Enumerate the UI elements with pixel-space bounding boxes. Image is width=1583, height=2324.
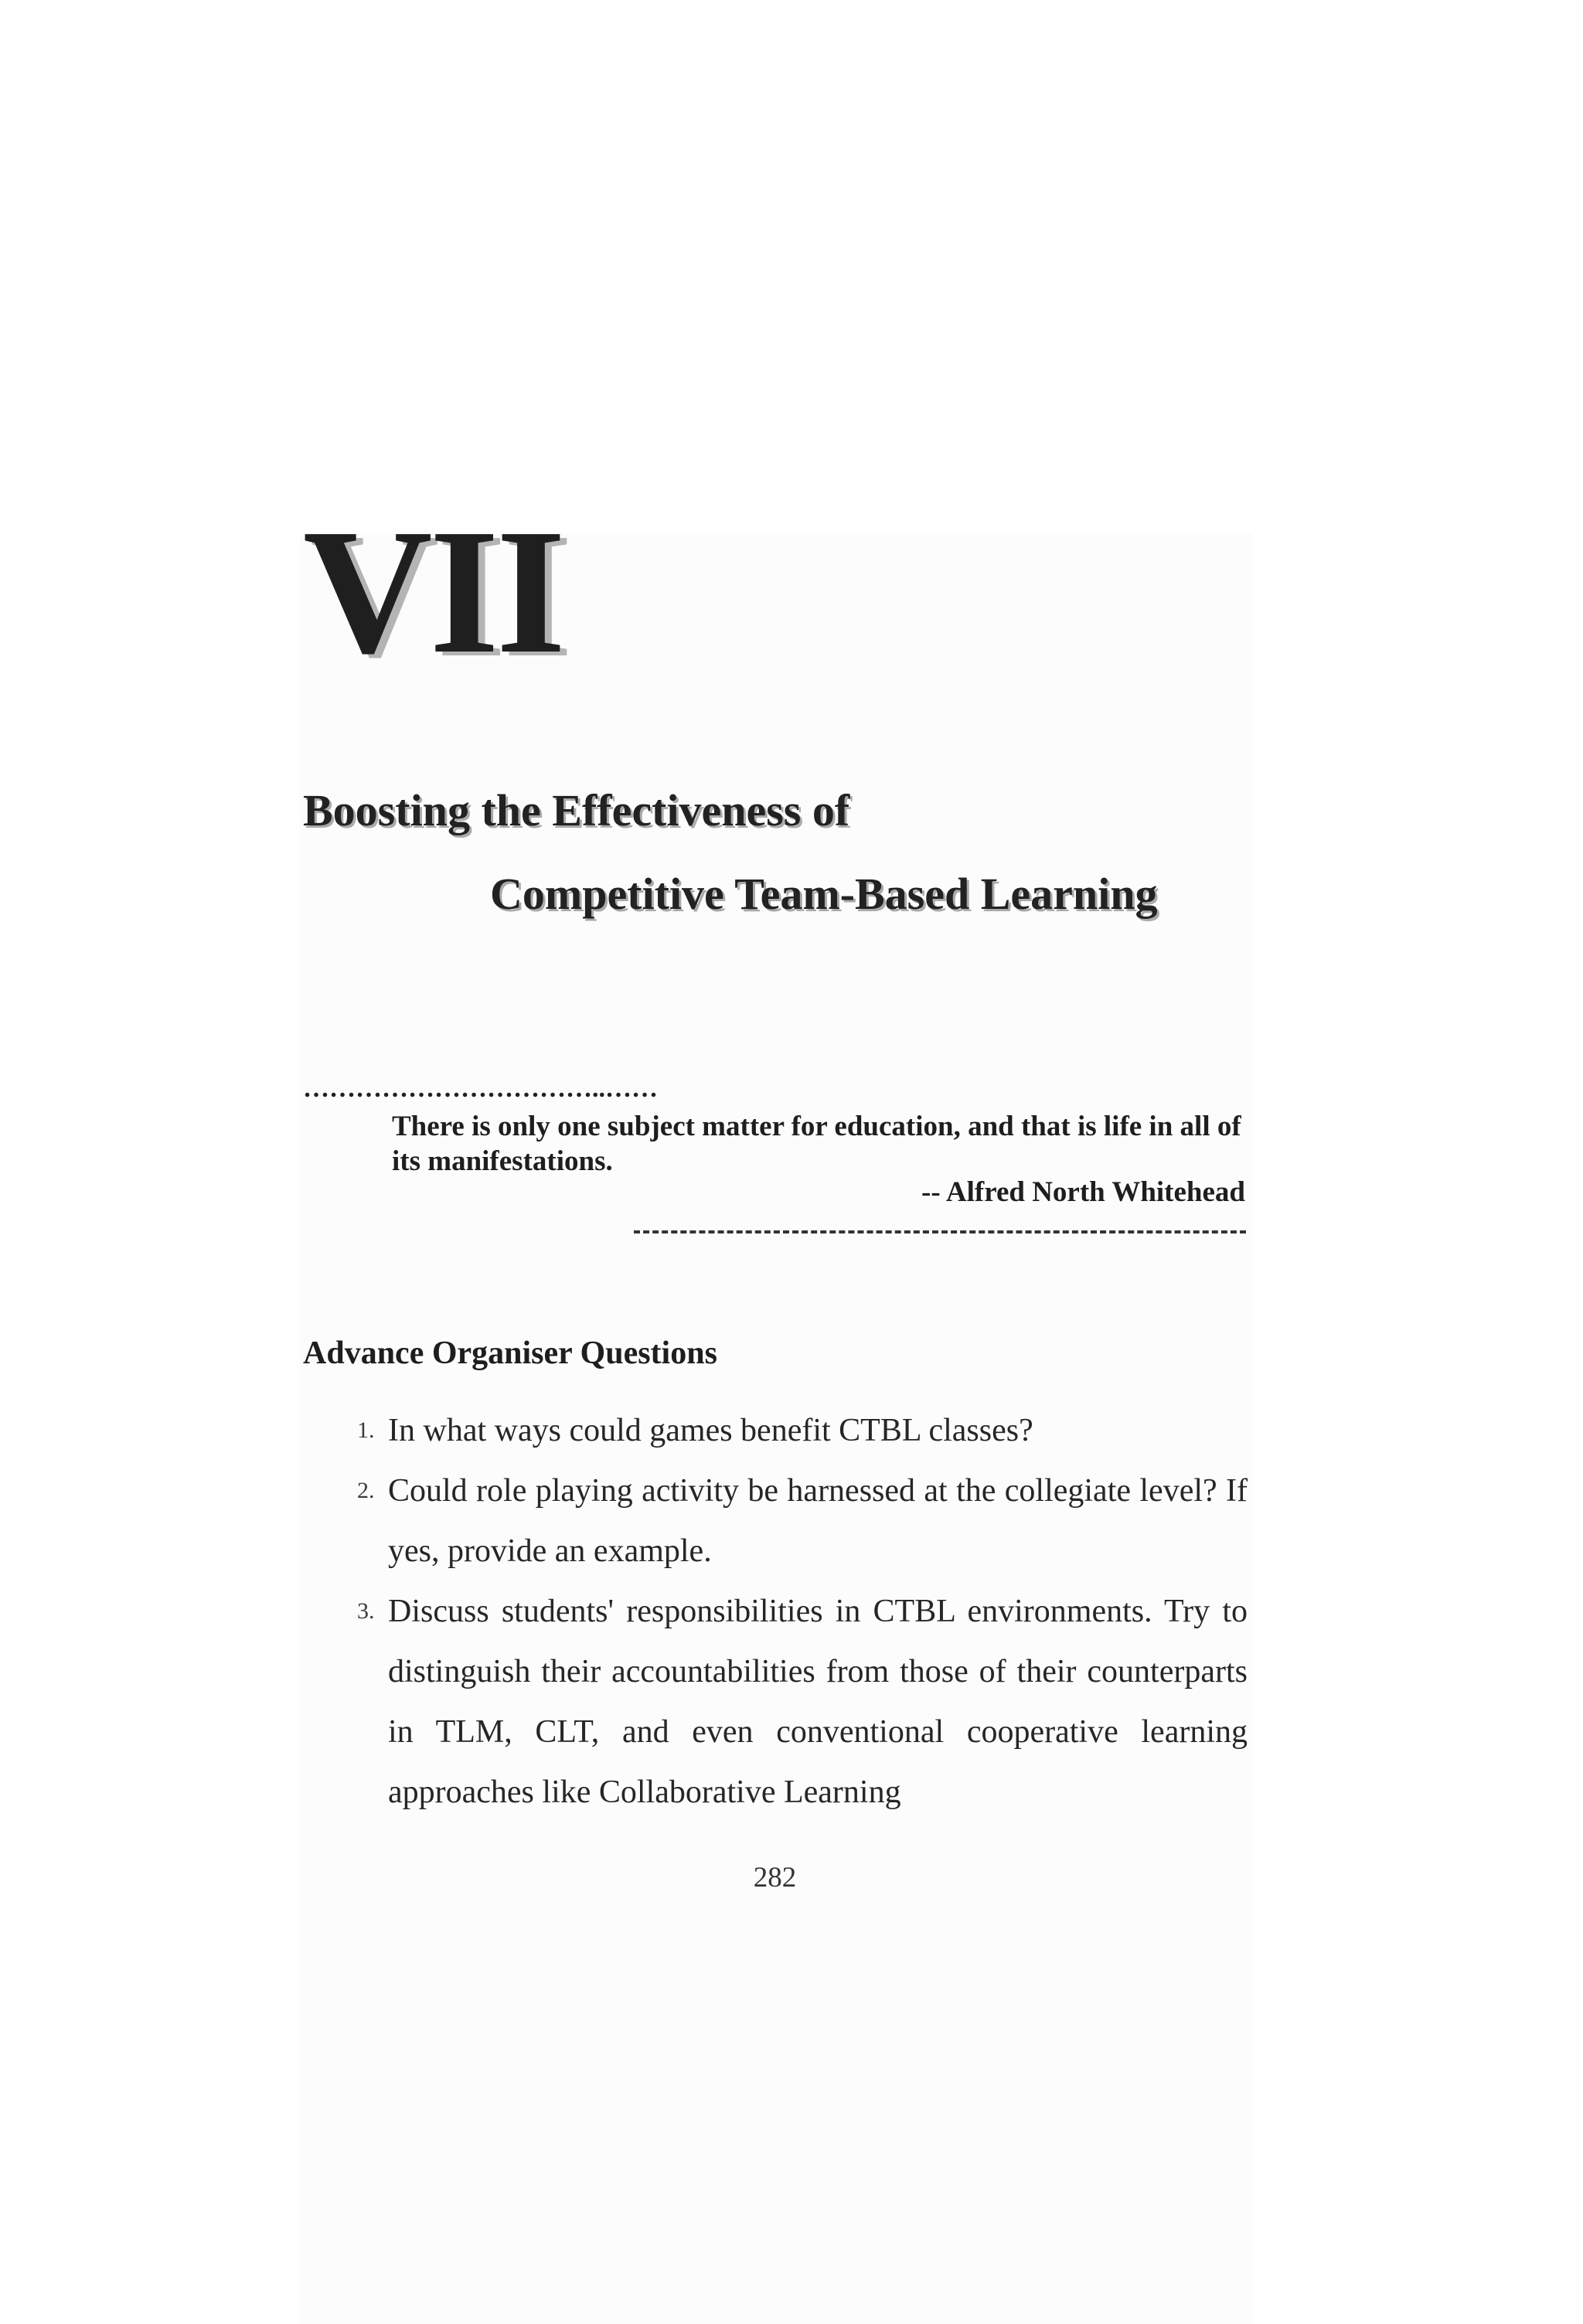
question-text: Could role playing activity be harnessed at the collegiate level? If yes, provide an example. (388, 1473, 1248, 1569)
question-number: 2. (357, 1478, 375, 1503)
epigraph-quote: There is only one subject matter for education, and that is life in all of its manifestations. (392, 1111, 1241, 1177)
page-number: 282 (753, 1862, 797, 1894)
question-item (357, 1461, 1248, 1581)
question-number: 3. (357, 1598, 375, 1624)
question-number: 1. (357, 1417, 375, 1443)
chapter-title-line-2: Competitive Team-Based Learning (490, 869, 1158, 919)
question-list (357, 1400, 1248, 1822)
question-text: Discuss students' responsibilities in CTBL environments. Try to distinguish their accountabilities from those of their counterparts in TLM, CLT, and even conventional cooperative learning approaches like Collaborative Learning (388, 1594, 1248, 1810)
epigraph-dashed-rule (634, 1230, 1246, 1233)
section-heading: Advance Organiser Questions (303, 1336, 717, 1371)
epigraph-attribution: -- Alfred North Whitehead (921, 1176, 1245, 1208)
question-item (357, 1400, 1248, 1461)
epigraph-dotted-rule: ……………………………..…… (303, 1074, 658, 1103)
chapter-title-line-1: Boosting the Effectiveness of (303, 785, 850, 835)
question-item (357, 1581, 1248, 1822)
question-text: In what ways could games benefit CTBL classes? (388, 1413, 1033, 1448)
chapter-number: VII (303, 492, 563, 691)
